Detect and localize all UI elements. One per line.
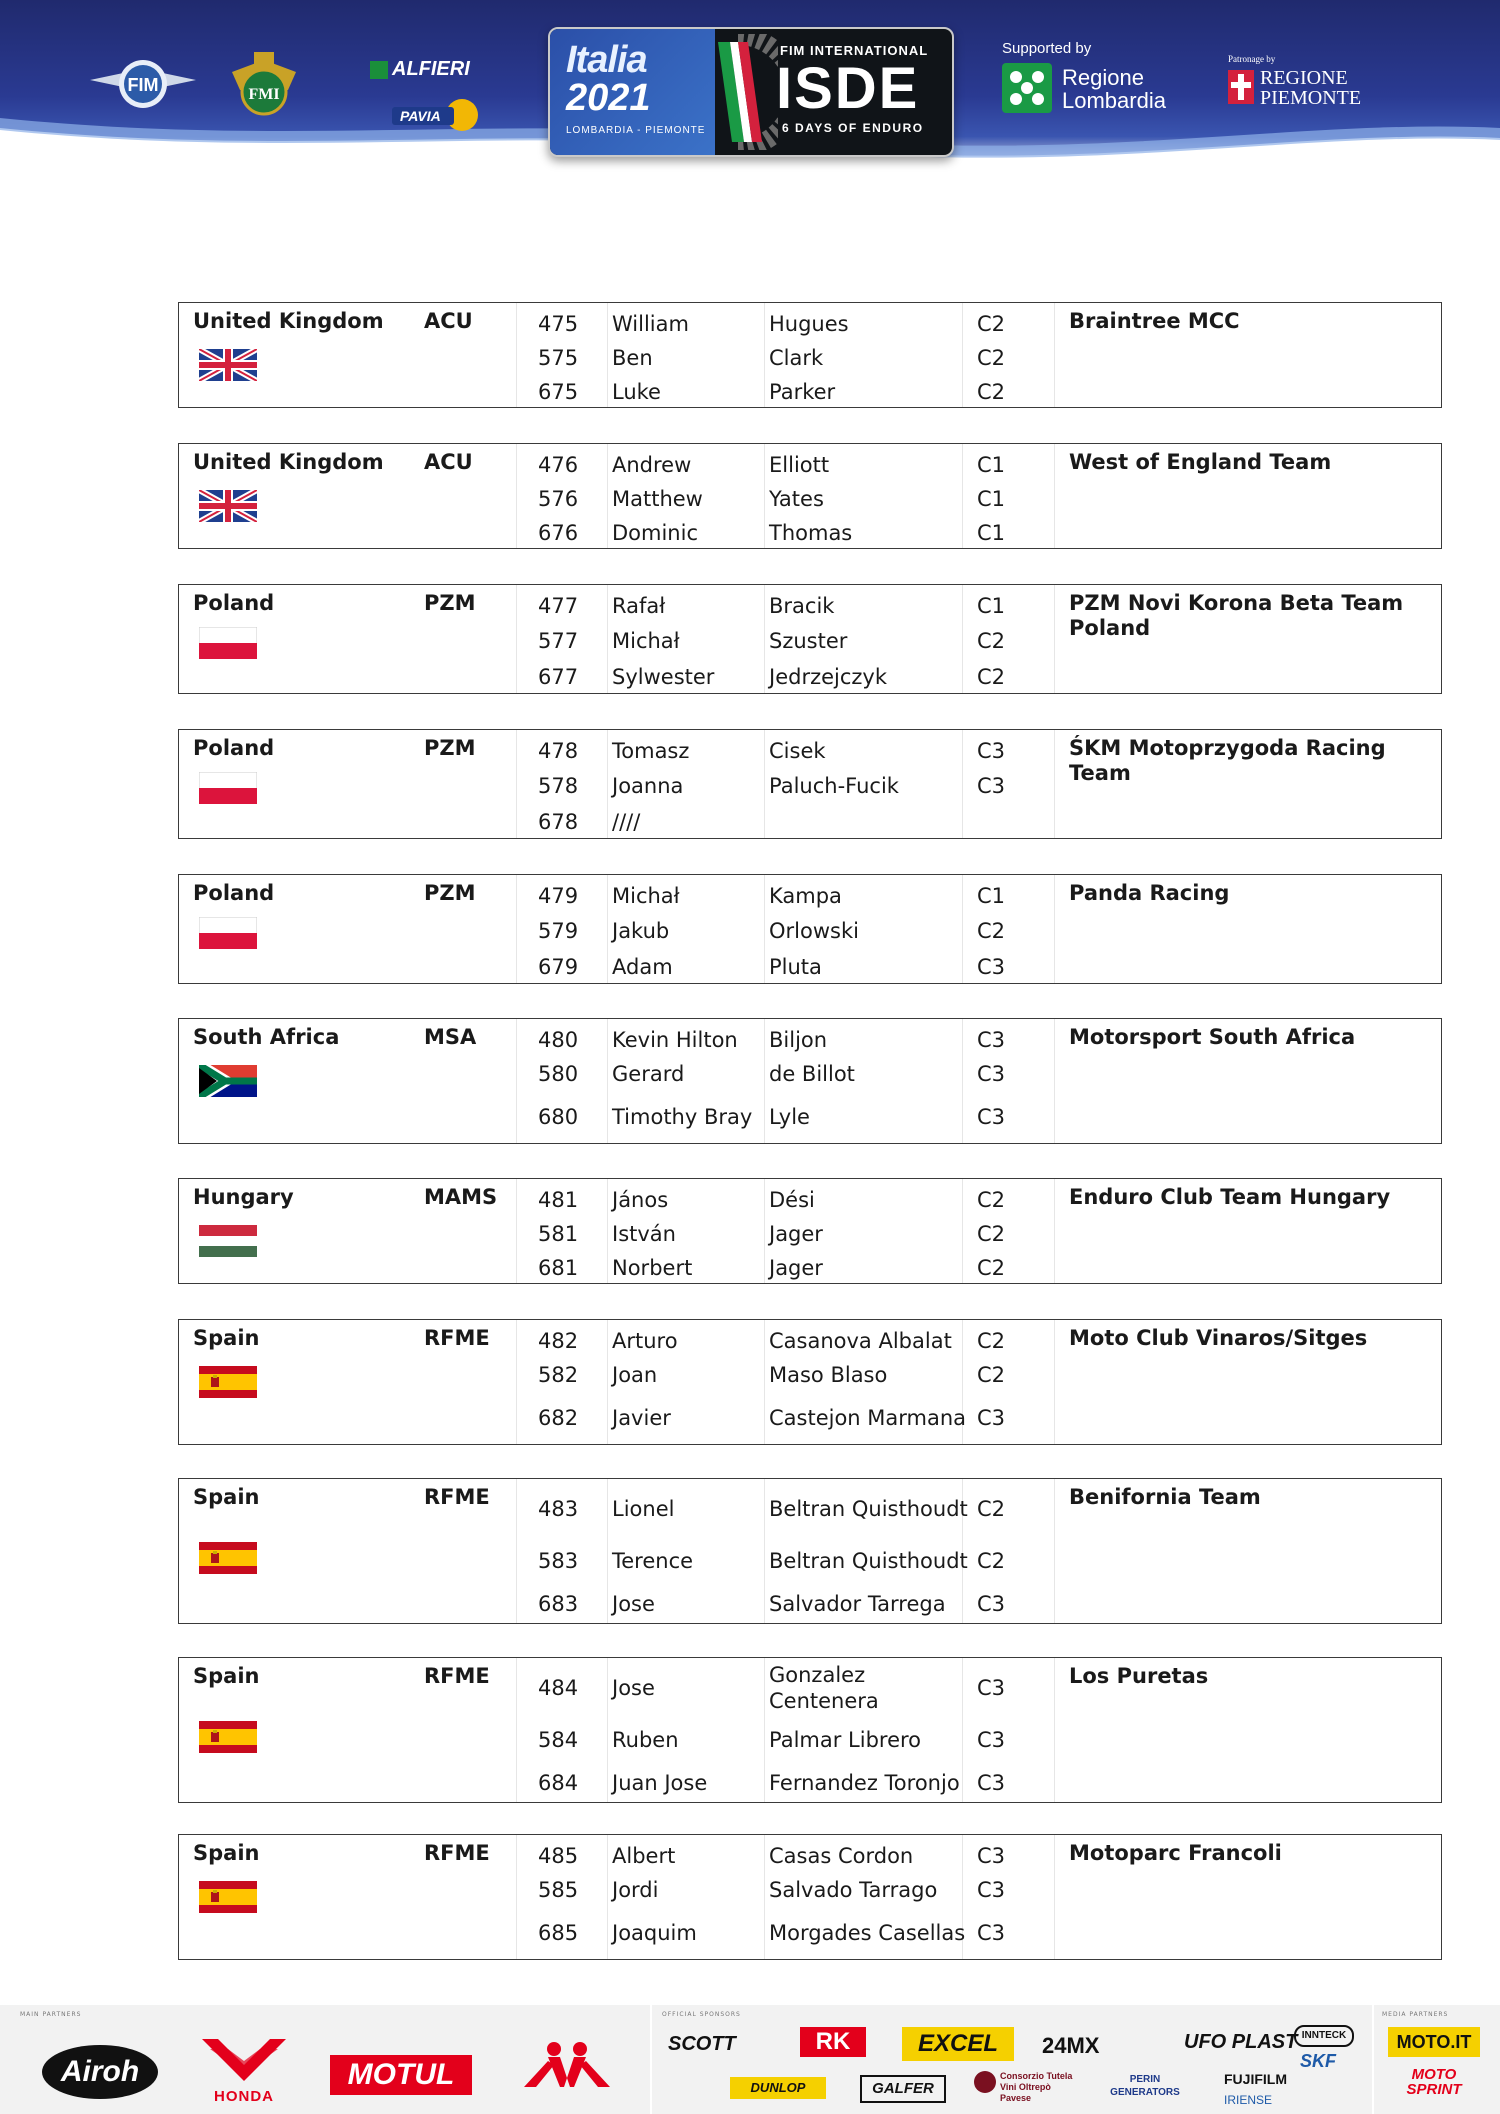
federation-code: PZM — [424, 591, 476, 615]
galfer-logo: GALFER — [860, 2075, 946, 2103]
rider-first-name: William — [612, 312, 689, 336]
team-block — [178, 1018, 1442, 1144]
federation-code: PZM — [424, 881, 476, 905]
rider-class: C2 — [977, 1497, 1006, 1521]
rider-class: C1 — [977, 594, 1006, 618]
rider-number: 680 — [538, 1105, 579, 1129]
airoh-logo: Airoh — [42, 2045, 158, 2099]
rider-first-name: Ben — [612, 346, 653, 370]
rider-first-name: //// — [612, 810, 641, 834]
rider-number: 581 — [538, 1222, 579, 1246]
rider-row — [179, 1535, 1443, 1587]
rider-first-name: Lionel — [612, 1497, 675, 1521]
rider-row — [179, 769, 1443, 803]
rider-class: C2 — [977, 1549, 1006, 1573]
rider-last-name: Jager — [769, 1222, 823, 1246]
svg-text:FMI: FMI — [248, 86, 280, 103]
federation-code: MSA — [424, 1025, 477, 1049]
rider-first-name: Juan Jose — [612, 1771, 708, 1795]
rider-class: C3 — [977, 1844, 1006, 1868]
scott-logo: SCOTT — [668, 2033, 736, 2055]
official-sponsors-title: OFFICIAL SPONSORS — [662, 2011, 741, 2018]
club-name: ŚKM Motoprzygoda Racing Team — [1069, 736, 1386, 785]
rider-row — [179, 1873, 1443, 1907]
rider-class: C3 — [977, 955, 1006, 979]
rider-first-name: János — [612, 1188, 669, 1212]
rider-row — [179, 1907, 1443, 1959]
country-name: Spain — [193, 1485, 260, 1509]
svg-text:FIM: FIM — [127, 75, 159, 95]
rider-last-name: Maso Blaso — [769, 1363, 888, 1387]
rider-row — [179, 448, 1443, 482]
rider-last-name: Kampa — [769, 884, 842, 908]
country-name: South Africa — [193, 1025, 340, 1049]
rider-number: 583 — [538, 1549, 579, 1573]
rider-class: C2 — [977, 346, 1006, 370]
rider-row — [179, 879, 1443, 913]
piemonte-logo-mark — [1228, 70, 1254, 104]
rider-class: C2 — [977, 919, 1006, 943]
header-banner — [0, 0, 1500, 175]
rider-first-name: Kevin Hilton — [612, 1028, 738, 1052]
rider-last-name: Parker — [769, 380, 836, 404]
rider-last-name: Biljon — [769, 1028, 828, 1052]
lombardia-logo-mark — [1002, 63, 1052, 113]
country-name: Hungary — [193, 1185, 294, 1209]
rider-last-name: Cisek — [769, 739, 826, 763]
supported-by-label: Supported by — [1002, 40, 1092, 57]
kappa-logo — [514, 2041, 620, 2101]
rider-last-name: Paluch-Fucik — [769, 774, 899, 798]
country-name: United Kingdom — [193, 309, 384, 333]
rider-first-name: Dominic — [612, 521, 698, 545]
rider-last-name: Casanova Albalat — [769, 1329, 952, 1353]
team-block — [178, 729, 1442, 839]
rider-number: 482 — [538, 1329, 579, 1353]
rider-class: C3 — [977, 1878, 1006, 1902]
pavia-logo — [392, 97, 482, 133]
rider-last-name: Elliott — [769, 453, 830, 477]
rider-number: 575 — [538, 346, 579, 370]
rider-number: 580 — [538, 1062, 579, 1086]
rider-last-name: Beltran Quisthoudt — [769, 1497, 968, 1521]
rider-number: 582 — [538, 1363, 579, 1387]
rider-number: 578 — [538, 774, 579, 798]
svg-text:PAVIA: PAVIA — [400, 108, 441, 124]
team-block — [178, 1657, 1442, 1803]
main-partners-title: MAIN PARTNERS — [20, 2011, 82, 2018]
federation-code: RFME — [424, 1841, 490, 1865]
rider-first-name: Joanna — [612, 774, 684, 798]
rider-last-name: Gonzalez Centenera — [769, 1663, 879, 1713]
rider-row — [179, 660, 1443, 694]
club-name: Motoparc Francoli — [1069, 1841, 1282, 1865]
rider-number: 477 — [538, 594, 579, 618]
team-block — [178, 443, 1442, 549]
rider-row — [179, 1217, 1443, 1251]
oltrepo-pavese-logo: Consorzio Tutela Vini Oltrepò Pavese — [974, 2071, 1084, 2105]
fujifilm-logo: FUJIFILM — [1224, 2071, 1287, 2087]
fim-international-text: FIM INTERNATIONAL — [780, 43, 929, 58]
rider-row — [179, 1091, 1443, 1143]
rider-number: 476 — [538, 453, 579, 477]
club-name: West of England Team — [1069, 450, 1332, 474]
rider-first-name: Albert — [612, 1844, 676, 1868]
rider-first-name: Michał — [612, 884, 680, 908]
country-name: United Kingdom — [193, 450, 384, 474]
rider-number: 483 — [538, 1497, 579, 1521]
rider-last-name: Jager — [769, 1256, 823, 1280]
rider-class: C3 — [977, 1921, 1006, 1945]
rider-class: C2 — [977, 1188, 1006, 1212]
country-name: Spain — [193, 1664, 260, 1688]
rider-first-name: Tomasz — [612, 739, 690, 763]
rider-last-name: Morgades Casellas — [769, 1921, 966, 1945]
rider-number: 685 — [538, 1921, 579, 1945]
team-block — [178, 1834, 1442, 1960]
italia-text: Italia — [566, 39, 647, 81]
club-name: Los Puretas — [1069, 1664, 1209, 1688]
rider-number: 677 — [538, 665, 579, 689]
rider-first-name: Timothy Bray — [612, 1105, 753, 1129]
rider-class: C2 — [977, 1222, 1006, 1246]
rider-last-name: Beltran Quisthoudt — [769, 1549, 968, 1573]
team-block — [178, 874, 1442, 984]
perin-generators-logo: PERIN GENERATORS — [1110, 2074, 1180, 2098]
rider-first-name: Andrew — [612, 453, 692, 477]
rider-row — [179, 1057, 1443, 1091]
rider-first-name: Terence — [612, 1549, 694, 1573]
rider-first-name: Jakub — [612, 919, 670, 943]
rider-class: C2 — [977, 1256, 1006, 1280]
rider-class: C1 — [977, 453, 1006, 477]
rider-first-name: Rafał — [612, 594, 666, 618]
24mx-logo: 24MX — [1042, 2033, 1100, 2058]
rider-number: 585 — [538, 1878, 579, 1902]
rider-last-name: Jedrzejczyk — [769, 665, 888, 689]
tire-gear-decoration — [698, 34, 778, 150]
rider-first-name: Joan — [612, 1363, 658, 1387]
rider-row — [179, 734, 1443, 768]
rider-first-name: Michał — [612, 629, 680, 653]
rider-last-name — [769, 805, 979, 839]
rider-last-name: Salvador Tarrega — [769, 1592, 946, 1616]
rider-last-name: Casas Cordon — [769, 1844, 914, 1868]
rider-row — [179, 1714, 1443, 1766]
rider-class: C3 — [977, 1028, 1006, 1052]
rider-row — [179, 1839, 1443, 1873]
rider-number: 478 — [538, 739, 579, 763]
moto-it-logo: MOTO.IT — [1388, 2027, 1480, 2057]
club-name: Panda Racing — [1069, 881, 1230, 905]
team-block — [178, 584, 1442, 694]
rider-class: C2 — [977, 380, 1006, 404]
isde-event-logo — [548, 27, 954, 157]
rider-first-name: Luke — [612, 380, 661, 404]
country-name: Poland — [193, 591, 275, 615]
regione-lombardia-logo: Regione Lombardia — [1062, 65, 1166, 113]
motul-logo: MOTUL — [330, 2055, 472, 2095]
rider-last-name: Thomas — [769, 521, 853, 545]
rider-row — [179, 1662, 1443, 1714]
rider-number: 475 — [538, 312, 579, 336]
rider-number: 679 — [538, 955, 579, 979]
alfieri-logo: ALFIERI — [370, 58, 505, 78]
fim-logo — [88, 58, 198, 114]
federation-code: PZM — [424, 736, 476, 760]
rider-first-name: Adam — [612, 955, 673, 979]
rider-first-name: Joaquim — [612, 1921, 697, 1945]
rider-number: 576 — [538, 487, 579, 511]
rider-number: 579 — [538, 919, 579, 943]
rider-first-name: Gerard — [612, 1062, 685, 1086]
event-year: 2021 — [566, 77, 651, 119]
rider-class: C2 — [977, 1329, 1006, 1353]
footer-divider — [650, 2005, 652, 2114]
rider-number: 481 — [538, 1188, 579, 1212]
rider-number: 683 — [538, 1592, 579, 1616]
rider-last-name: Lyle — [769, 1105, 810, 1129]
rider-number: 480 — [538, 1028, 579, 1052]
rider-number: 682 — [538, 1406, 579, 1430]
rider-class: C3 — [977, 1771, 1006, 1795]
dunlop-logo: DUNLOP — [730, 2077, 826, 2099]
rider-row — [179, 1587, 1443, 1621]
rider-class: C2 — [977, 629, 1006, 653]
rider-class: C2 — [977, 1363, 1006, 1387]
team-block — [178, 1478, 1442, 1624]
six-days-text: 6 DAYS OF ENDURO — [782, 121, 924, 135]
rider-row — [179, 950, 1443, 984]
rider-row — [179, 341, 1443, 375]
rider-number: 676 — [538, 521, 579, 545]
rider-class: C1 — [977, 884, 1006, 908]
fmi-logo — [228, 50, 300, 124]
rider-last-name: Pluta — [769, 955, 822, 979]
rider-number: 681 — [538, 1256, 579, 1280]
rider-class: C3 — [977, 1728, 1006, 1752]
rider-class: C2 — [977, 665, 1006, 689]
rider-row — [179, 482, 1443, 516]
rider-class: C3 — [977, 1062, 1006, 1086]
rider-first-name: István — [612, 1222, 676, 1246]
rider-last-name: Clark — [769, 346, 824, 370]
rider-row — [179, 914, 1443, 948]
event-regions: LOMBARDIA - PIEMONTE — [566, 125, 706, 136]
rider-row — [179, 307, 1443, 341]
rk-logo: RK — [800, 2027, 866, 2057]
rider-class: C3 — [977, 739, 1006, 763]
federation-code: RFME — [424, 1664, 490, 1688]
rider-last-name: Hugues — [769, 312, 849, 336]
rider-last-name: Orlowski — [769, 919, 859, 943]
rider-last-name: Szuster — [769, 629, 848, 653]
rider-last-name: Yates — [769, 487, 824, 511]
federation-code: ACU — [424, 309, 473, 333]
rider-row — [179, 1766, 1443, 1800]
rider-row — [179, 1023, 1443, 1057]
rider-row — [179, 624, 1443, 658]
rider-first-name: Arturo — [612, 1329, 678, 1353]
rider-row — [179, 516, 1443, 550]
rider-row — [179, 1358, 1443, 1392]
rider-row — [179, 805, 1443, 839]
rider-number: 675 — [538, 380, 579, 404]
country-name: Poland — [193, 736, 275, 760]
rider-number: 584 — [538, 1728, 579, 1752]
rider-class: C1 — [977, 487, 1006, 511]
club-name: Braintree MCC — [1069, 309, 1240, 333]
italia-panel — [550, 29, 715, 155]
rider-row — [179, 375, 1443, 409]
country-name: Poland — [193, 881, 275, 905]
skf-logo: SKF — [1300, 2051, 1336, 2071]
federation-code: RFME — [424, 1485, 490, 1509]
team-block — [178, 302, 1442, 408]
ufo-plast-logo: UFO PLAST — [1184, 2031, 1298, 2053]
footer-divider — [1372, 2005, 1374, 2114]
excel-logo: EXCEL — [902, 2027, 1014, 2061]
rider-class: C3 — [977, 1105, 1006, 1129]
rider-number: 577 — [538, 629, 579, 653]
rider-last-name: Fernandez Toronjo — [769, 1771, 960, 1795]
rider-number: 479 — [538, 884, 579, 908]
rider-first-name: Jordi — [612, 1878, 659, 1902]
federation-code: ACU — [424, 450, 473, 474]
rider-first-name: Norbert — [612, 1256, 693, 1280]
rider-first-name: Jose — [612, 1676, 655, 1700]
rider-class: C3 — [977, 1592, 1006, 1616]
patronage-label: Patronage by — [1228, 54, 1276, 64]
country-name: Spain — [193, 1841, 260, 1865]
rider-number: 684 — [538, 1771, 579, 1795]
rider-last-name: Dési — [769, 1188, 815, 1212]
rider-first-name: Ruben — [612, 1728, 679, 1752]
rider-number: 485 — [538, 1844, 579, 1868]
rider-first-name: Matthew — [612, 487, 703, 511]
rider-row — [179, 1183, 1443, 1217]
rider-number: 678 — [538, 810, 579, 834]
rider-first-name: Javier — [612, 1406, 671, 1430]
rider-class: C3 — [977, 1676, 1006, 1700]
rider-number: 484 — [538, 1676, 579, 1700]
media-partners-title: MEDIA PARTNERS — [1382, 2011, 1449, 2018]
club-name: PZM Novi Korona Beta Team Poland — [1069, 591, 1404, 640]
rider-row — [179, 589, 1443, 623]
rider-last-name: de Billot — [769, 1062, 855, 1086]
sponsor-footer — [0, 2005, 1500, 2114]
club-name: Motorsport South Africa — [1069, 1025, 1356, 1049]
rider-class: C3 — [977, 774, 1006, 798]
rider-last-name: Castejon Marmana — [769, 1406, 967, 1430]
team-block — [178, 1178, 1442, 1284]
rider-first-name: Sylwester — [612, 665, 715, 689]
iriense-logo: IRIENSE — [1224, 2093, 1273, 2107]
federation-code: RFME — [424, 1326, 490, 1350]
rider-last-name: Palmar Librero — [769, 1728, 922, 1752]
club-name: Moto Club Vinaros/Sitges — [1069, 1326, 1368, 1350]
rider-row — [179, 1251, 1443, 1285]
honda-logo: HONDA — [198, 2033, 290, 2105]
rider-class: C1 — [977, 521, 1006, 545]
isde-wordmark: ISDE — [776, 56, 920, 121]
country-name: Spain — [193, 1326, 260, 1350]
moto-sprint-logo: MOTO SPRINT — [1406, 2066, 1462, 2098]
rider-first-name: Jose — [612, 1592, 655, 1616]
rider-class: C2 — [977, 312, 1006, 336]
club-name: Enduro Club Team Hungary — [1069, 1185, 1391, 1209]
club-name: Benifornia Team — [1069, 1485, 1261, 1509]
innteck-logo: INNTECK — [1294, 2025, 1354, 2047]
rider-last-name: Salvado Tarrago — [769, 1878, 938, 1902]
rider-row — [179, 1392, 1443, 1444]
federation-code: MAMS — [424, 1185, 498, 1209]
team-block — [178, 1319, 1442, 1445]
rider-last-name: Bracik — [769, 594, 835, 618]
rider-row — [179, 1483, 1443, 1535]
rider-row — [179, 1324, 1443, 1358]
regione-piemonte-logo: REGIONE PIEMONTE — [1260, 67, 1362, 109]
rider-class: C3 — [977, 1406, 1006, 1430]
